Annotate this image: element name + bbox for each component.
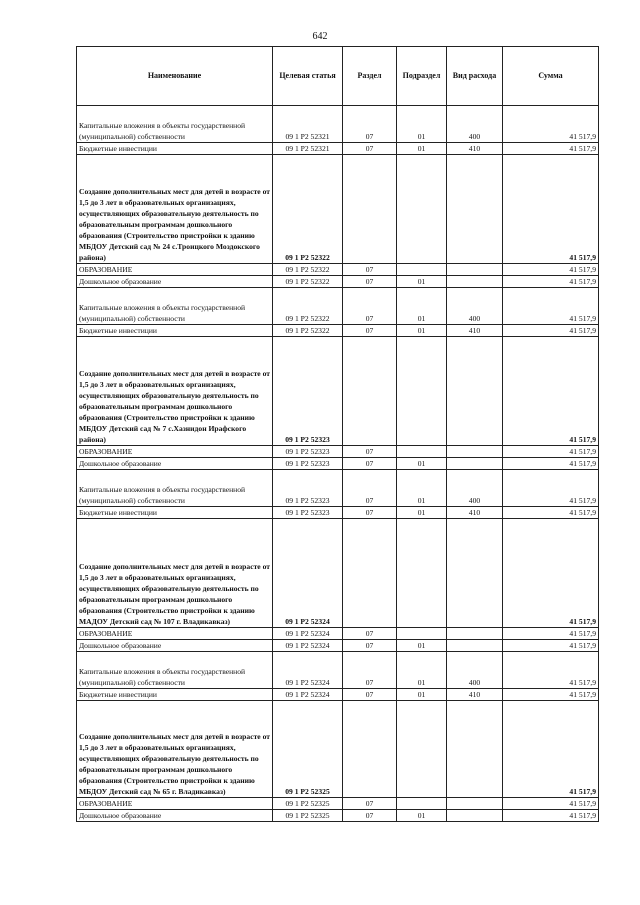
subsection-cell	[397, 264, 447, 276]
section-cell: 07	[343, 798, 397, 810]
sum-cell: 41 517,9	[503, 458, 599, 470]
subsection-cell: 01	[397, 276, 447, 288]
expense-type-cell	[447, 628, 503, 640]
sum-cell: 41 517,9	[503, 640, 599, 652]
table-row	[77, 798, 599, 810]
name-cell: ОБРАЗОВАНИЕ	[77, 798, 273, 810]
target-cell: 09 1 P2 52324	[273, 689, 343, 701]
section-cell: 07	[343, 143, 397, 155]
table-body	[77, 106, 599, 822]
target-cell: 09 1 P2 52322	[273, 264, 343, 276]
target-cell: 09 1 P2 52322	[273, 325, 343, 337]
sum-cell: 41 517,9	[503, 264, 599, 276]
section-cell: 07	[343, 446, 397, 458]
name-cell: Дошкольное образование	[77, 810, 273, 822]
section-cell: 07	[343, 628, 397, 640]
section-cell	[343, 337, 397, 446]
subsection-cell: 01	[397, 640, 447, 652]
header-section: Раздел	[343, 47, 397, 106]
sum-cell: 41 517,9	[503, 446, 599, 458]
expense-type-cell: 400	[447, 652, 503, 689]
expense-type-cell	[447, 446, 503, 458]
expense-type-cell	[447, 798, 503, 810]
section-cell: 07	[343, 652, 397, 689]
target-cell: 09 1 P2 52323	[273, 446, 343, 458]
expense-type-cell: 400	[447, 106, 503, 143]
subsection-cell: 01	[397, 106, 447, 143]
budget-table	[76, 46, 599, 822]
name-cell: Бюджетные инвестиции	[77, 325, 273, 337]
name-cell: Бюджетные инвестиции	[77, 507, 273, 519]
subsection-cell: 01	[397, 810, 447, 822]
expense-type-cell	[447, 337, 503, 446]
header-expense-type: Вид расхода	[447, 47, 503, 106]
header-subsection: Подраздел	[397, 47, 447, 106]
table-row	[77, 458, 599, 470]
sum-cell: 41 517,9	[503, 701, 599, 798]
name-cell: ОБРАЗОВАНИЕ	[77, 628, 273, 640]
table-row	[77, 640, 599, 652]
name-cell: Бюджетные инвестиции	[77, 143, 273, 155]
sum-cell: 41 517,9	[503, 519, 599, 628]
section-cell: 07	[343, 458, 397, 470]
table-row	[77, 276, 599, 288]
name-cell: Капитальные вложения в объекты государственной (муниципальной) собственности	[77, 106, 273, 143]
section-cell	[343, 701, 397, 798]
target-cell: 09 1 P2 52325	[273, 701, 343, 798]
name-cell: ОБРАЗОВАНИЕ	[77, 264, 273, 276]
target-cell: 09 1 P2 52323	[273, 507, 343, 519]
sum-cell: 41 517,9	[503, 337, 599, 446]
expense-type-cell: 410	[447, 689, 503, 701]
table-row	[77, 701, 599, 798]
section-cell: 07	[343, 106, 397, 143]
table-row	[77, 337, 599, 446]
table-row	[77, 652, 599, 689]
table-row	[77, 143, 599, 155]
target-cell: 09 1 P2 52321	[273, 106, 343, 143]
subsection-cell: 01	[397, 470, 447, 507]
target-cell: 09 1 P2 52321	[273, 143, 343, 155]
sum-cell: 41 517,9	[503, 143, 599, 155]
header-name: Наименование	[77, 47, 273, 106]
target-cell: 09 1 P2 52324	[273, 640, 343, 652]
section-cell: 07	[343, 470, 397, 507]
name-cell: Дошкольное образование	[77, 276, 273, 288]
sum-cell: 41 517,9	[503, 155, 599, 264]
table-row	[77, 507, 599, 519]
target-cell: 09 1 P2 52323	[273, 337, 343, 446]
target-cell: 09 1 P2 52324	[273, 519, 343, 628]
subsection-cell: 01	[397, 458, 447, 470]
sum-cell: 41 517,9	[503, 325, 599, 337]
name-cell: Дошкольное образование	[77, 458, 273, 470]
sum-cell: 41 517,9	[503, 689, 599, 701]
expense-type-cell	[447, 701, 503, 798]
subsection-cell	[397, 628, 447, 640]
subsection-cell: 01	[397, 689, 447, 701]
section-cell	[343, 519, 397, 628]
sum-cell: 41 517,9	[503, 106, 599, 143]
subsection-cell	[397, 155, 447, 264]
sum-cell: 41 517,9	[503, 288, 599, 325]
expense-type-cell: 410	[447, 507, 503, 519]
name-cell: Создание дополнительных мест для детей в возрасте от 1,5 до 3 лет в образовательных организациях, осуществляющих образовательную деятельность по образовательным программам дошкольного образования (Строительство пристройки к зданию МБДОУ Детский сад № 24 с.Троицкого Моздокского района)	[77, 155, 273, 264]
table-row	[77, 628, 599, 640]
table-row	[77, 689, 599, 701]
table-row	[77, 155, 599, 264]
header-target: Целевая статья	[273, 47, 343, 106]
sum-cell: 41 517,9	[503, 507, 599, 519]
subsection-cell: 01	[397, 288, 447, 325]
subsection-cell	[397, 446, 447, 458]
table-row	[77, 810, 599, 822]
sum-cell: 41 517,9	[503, 470, 599, 507]
name-cell: Капитальные вложения в объекты государственной (муниципальной) собственности	[77, 470, 273, 507]
section-cell: 07	[343, 264, 397, 276]
expense-type-cell	[447, 276, 503, 288]
name-cell: Дошкольное образование	[77, 640, 273, 652]
expense-type-cell: 410	[447, 143, 503, 155]
sum-cell: 41 517,9	[503, 810, 599, 822]
expense-type-cell	[447, 519, 503, 628]
target-cell: 09 1 P2 52325	[273, 810, 343, 822]
section-cell: 07	[343, 507, 397, 519]
subsection-cell	[397, 337, 447, 446]
table-row	[77, 288, 599, 325]
sum-cell: 41 517,9	[503, 798, 599, 810]
target-cell: 09 1 P2 52324	[273, 628, 343, 640]
subsection-cell	[397, 798, 447, 810]
table-row	[77, 519, 599, 628]
expense-type-cell	[447, 810, 503, 822]
subsection-cell: 01	[397, 325, 447, 337]
target-cell: 09 1 P2 52323	[273, 458, 343, 470]
target-cell: 09 1 P2 52323	[273, 470, 343, 507]
table-row	[77, 106, 599, 143]
section-cell: 07	[343, 640, 397, 652]
section-cell: 07	[343, 288, 397, 325]
sum-cell: 41 517,9	[503, 628, 599, 640]
name-cell: ОБРАЗОВАНИЕ	[77, 446, 273, 458]
name-cell: Капитальные вложения в объекты государственной (муниципальной) собственности	[77, 288, 273, 325]
subsection-cell	[397, 519, 447, 628]
table-row	[77, 446, 599, 458]
name-cell: Создание дополнительных мест для детей в возрасте от 1,5 до 3 лет в образовательных организациях, осуществляющих образовательную деятельность по образовательным программам дошкольного образования (Строительство пристройки к зданию МБДОУ Детский сад № 65 г. Владикавказ)	[77, 701, 273, 798]
page-number: 642	[312, 31, 328, 42]
table-row	[77, 470, 599, 507]
expense-type-cell: 400	[447, 470, 503, 507]
sum-cell: 41 517,9	[503, 652, 599, 689]
expense-type-cell	[447, 155, 503, 264]
expense-type-cell	[447, 458, 503, 470]
subsection-cell: 01	[397, 507, 447, 519]
name-cell: Бюджетные инвестиции	[77, 689, 273, 701]
table-header-row	[77, 47, 599, 106]
subsection-cell: 01	[397, 652, 447, 689]
section-cell: 07	[343, 325, 397, 337]
table-row	[77, 264, 599, 276]
target-cell: 09 1 P2 52325	[273, 798, 343, 810]
expense-type-cell	[447, 264, 503, 276]
section-cell: 07	[343, 689, 397, 701]
name-cell: Создание дополнительных мест для детей в возрасте от 1,5 до 3 лет в образовательных организациях, осуществляющих образовательную деятельность по образовательным программам дошкольного образования (Строительство пристройки к зданию МАДОУ Детский сад № 107 г. Владикавказ)	[77, 519, 273, 628]
target-cell: 09 1 P2 52324	[273, 652, 343, 689]
table-row	[77, 325, 599, 337]
subsection-cell	[397, 701, 447, 798]
sum-cell: 41 517,9	[503, 276, 599, 288]
expense-type-cell: 410	[447, 325, 503, 337]
target-cell: 09 1 P2 52322	[273, 155, 343, 264]
name-cell: Капитальные вложения в объекты государственной (муниципальной) собственности	[77, 652, 273, 689]
section-cell	[343, 155, 397, 264]
expense-type-cell	[447, 640, 503, 652]
subsection-cell: 01	[397, 143, 447, 155]
section-cell: 07	[343, 810, 397, 822]
header-sum: Сумма	[503, 47, 599, 106]
target-cell: 09 1 P2 52322	[273, 288, 343, 325]
target-cell: 09 1 P2 52322	[273, 276, 343, 288]
expense-type-cell: 400	[447, 288, 503, 325]
name-cell: Создание дополнительных мест для детей в возрасте от 1,5 до 3 лет в образовательных организациях, осуществляющих образовательную деятельность по образовательным программам дошкольного образования (Строительство пристройки к зданию МБДОУ Детский сад № 7 с.Хазнидон Ирафского района)	[77, 337, 273, 446]
section-cell: 07	[343, 276, 397, 288]
